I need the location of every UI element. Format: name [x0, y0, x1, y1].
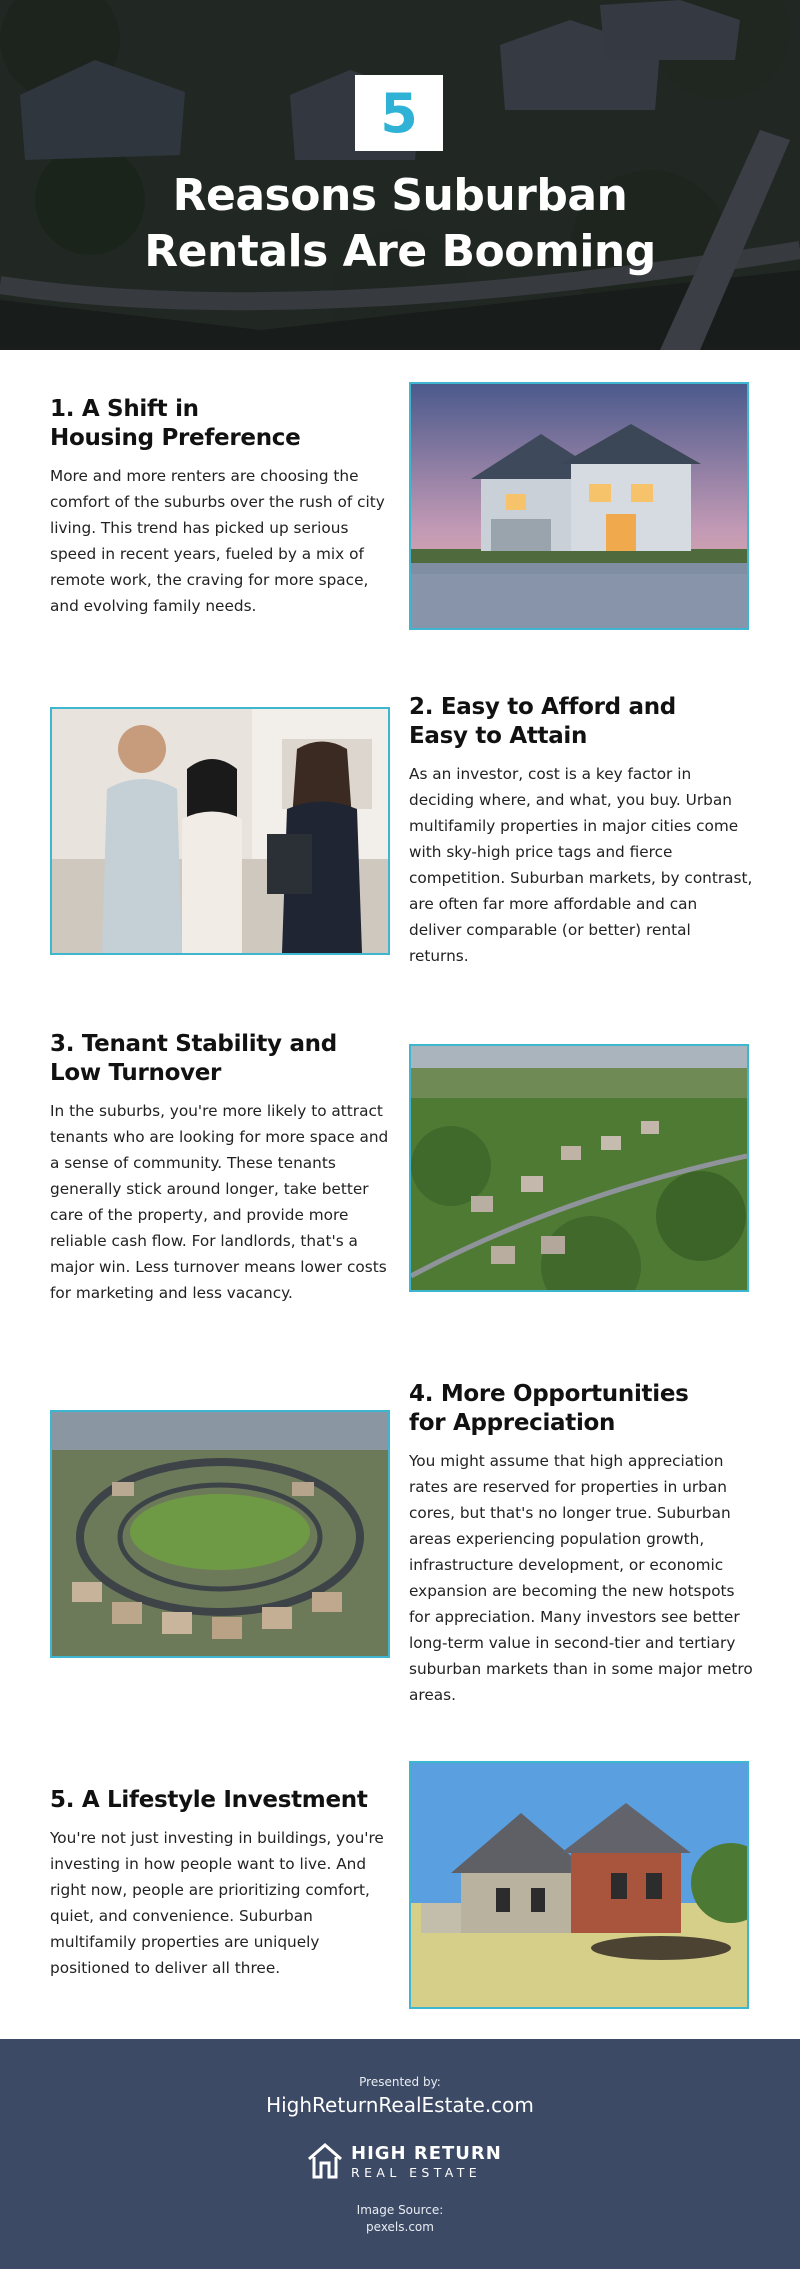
- reason-2-heading-line-1: 2. Easy to Afford and: [409, 694, 676, 720]
- reason-2-heading-line-2: Easy to Attain: [409, 723, 588, 749]
- reason-5-heading: [50, 1786, 395, 1815]
- reason-2-body: As an investor, cost is a key factor in deciding where, and what, you buy. Urban multifamily properties in major cities come with sky-high price tags and fierce competition. Suburban markets, by contrast, are often far more affordable and can deliver comparable (or better) rental returns.: [409, 765, 753, 965]
- reason-5-heading-line-1: 5. A Lifestyle Investment: [50, 1787, 368, 1813]
- footer: [0, 2039, 800, 2269]
- website-link[interactable]: HighReturnRealEstate.com: [266, 2093, 534, 2117]
- hero-banner: [0, 0, 800, 350]
- reason-3-heading: [50, 1030, 395, 1088]
- reason-4-body: You might assume that high appreciation rates are reserved for properties in urban cores, but that's no longer true. Suburban areas experiencing population growth, infrastructure development, or economic expansion are becoming the new hotspots for appreciation. Many investors see better long-term value in second-tier and tertiary suburban markets than in some major metro areas.: [409, 1452, 753, 1704]
- image-source-label: Image Source:: [356, 2203, 444, 2217]
- aerial-subdivision-photo: [409, 1044, 749, 1292]
- page-title-line-1: Reasons Suburban: [172, 170, 628, 221]
- page-title-line-2: Rentals Are Booming: [144, 226, 656, 277]
- reasons-list: [0, 350, 800, 2039]
- reason-2-heading: [409, 693, 754, 751]
- reason-1-heading: [50, 395, 395, 453]
- reason-4-heading-line-1: 4. More Opportunities: [409, 1381, 689, 1407]
- reason-2: [409, 693, 754, 969]
- reason-1-body: More and more renters are choosing the comfort of the suburbs over the rush of city living. This trend has picked up serious speed in recent years, fueled by a mix of remote work, the craving for more space, and evolving family needs.: [50, 467, 385, 615]
- reason-3: [50, 1030, 395, 1306]
- reason-1: [50, 395, 395, 619]
- reason-1-heading-line-2: Housing Preference: [50, 425, 301, 451]
- house-logo-icon: [305, 2141, 345, 2181]
- company-logo: [305, 2141, 505, 2183]
- reason-5: [50, 1786, 395, 1981]
- number-badge: 5: [355, 75, 443, 151]
- page-title: [0, 168, 800, 280]
- logo-subtitle: REAL ESTATE: [351, 2165, 482, 2180]
- reason-5-body: You're not just investing in buildings, you're investing in how people want to live. And right now, people are prioritizing comfort, quiet, and convenience. Suburban multifamily properties are uniquely positioned to deliver all three.: [50, 1829, 384, 1977]
- house-dusk-photo: [409, 382, 749, 630]
- reason-4-heading-line-2: for Appreciation: [409, 1410, 616, 1436]
- aerial-cul-de-sac-photo: [50, 1410, 390, 1658]
- reason-3-body: In the suburbs, you're more likely to attract tenants who are looking for more space and a sense of community. These tenants generally stick around longer, take better care of the property, and provide more reliable cash flow. For landlords, that's a major win. Less turnover means lower costs for marketing and less vacancy.: [50, 1102, 389, 1302]
- reason-4-heading: [409, 1380, 754, 1438]
- reason-4: [409, 1380, 754, 1708]
- reason-1-heading-line-1: 1. A Shift in: [50, 396, 199, 422]
- reason-3-heading-line-1: 3. Tenant Stability and: [50, 1031, 337, 1057]
- presented-by-label: Presented by:: [359, 2075, 441, 2089]
- brick-house-photo: [409, 1761, 749, 2009]
- reason-3-heading-line-2: Low Turnover: [50, 1060, 222, 1086]
- image-source-value: pexels.com: [366, 2220, 434, 2234]
- logo-name: HIGH RETURN: [351, 2143, 502, 2164]
- couple-handshake-photo: [50, 707, 390, 955]
